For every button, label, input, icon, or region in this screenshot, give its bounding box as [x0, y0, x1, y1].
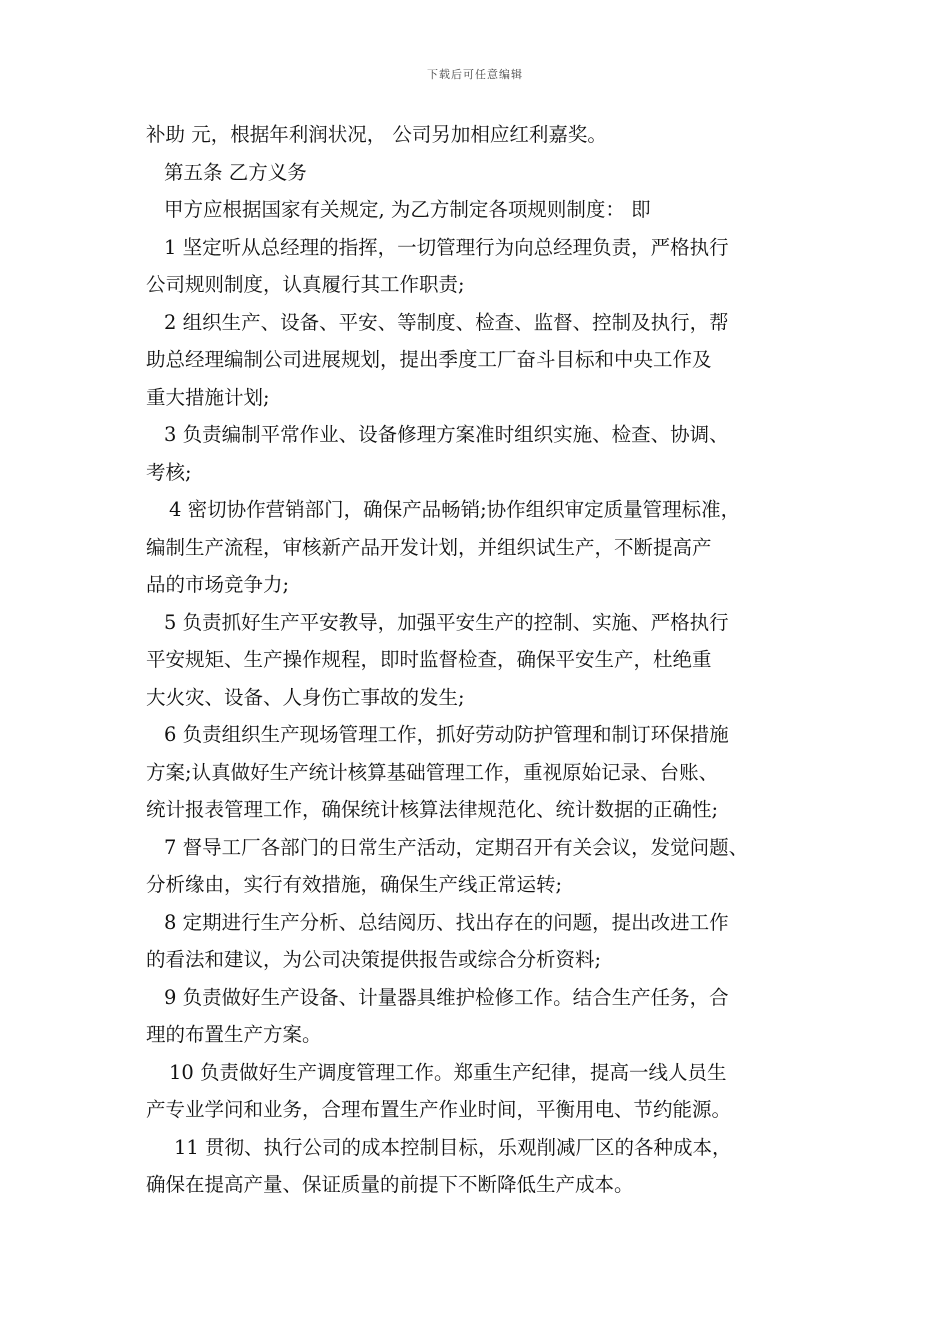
text-line: 统计报表管理工作，确保统计核算法律规范化、统计数据的正确性;: [146, 798, 719, 821]
text-line: 方案;认真做好生产统计核算基础管理工作，重视原始记录、台账、: [146, 760, 719, 784]
text-line: 助总经理编制公司进展规划，提出季度工厂奋斗目标和中央工作及: [146, 348, 712, 371]
list-item-start: 10 负责做好生产调度管理工作。郑重生产纪律，提高一线人员生: [169, 1060, 727, 1084]
text-line: 产专业学问和业务，合理布置生产作业时间，平衡用电、节约能源。: [146, 1098, 732, 1121]
list-item-start: 6 负责组织生产现场管理工作，抓好劳动防护管理和制订环保措施: [164, 723, 729, 746]
text-line: 确保在提高产量、保证质量的前提下不断降低生产成本。: [146, 1173, 634, 1196]
document-body: [146, 116, 836, 1204]
list-item-start: 5 负责抓好生产平安教导，加强平安生产的控制、实施、严格执行: [164, 610, 729, 634]
text-line: 的看法和建议，为公司决策提供报告或综合分析资料;: [146, 948, 602, 971]
text-line: 品的市场竞争力;: [146, 573, 290, 596]
list-item-start: 3 负责编制平常作业、设备修理方案准时组织实施、检查、协调、: [164, 423, 729, 446]
article-heading: 第五条 乙方义务: [164, 160, 307, 184]
text-line: 补助 元，根据年利润状况， 公司另加相应红利嘉奖。: [146, 123, 607, 146]
text-line: 理的布置生产方案。: [146, 1023, 322, 1046]
text-line: 公司规则制度，认真履行其工作职责;: [146, 273, 465, 296]
list-item-start: 4 密切协作营销部门，确保产品畅销;协作组织审定质量管理标准，: [169, 498, 741, 521]
list-item-start: 11 贯彻、执行公司的成本控制目标，乐观削减厂区的各种成本，: [174, 1135, 732, 1159]
text-line: 分析缘由，实行有效措施，确保生产线正常运转;: [146, 873, 563, 896]
text-line: 大火灾、设备、人身伤亡事故的发生;: [146, 685, 465, 709]
text-line: 平安规矩、生产操作规程，即时监督检查，确保平安生产，杜绝重: [146, 648, 712, 671]
list-item-start: 7 督导工厂各部门的日常生产活动，定期召开有关会议，发觉问题、: [164, 835, 749, 859]
list-item-start: 2 组织生产、设备、平安、等制度、检查、监督、控制及执行，帮: [164, 310, 729, 334]
list-item-start: 1 坚定听从总经理的指挥，一切管理行为向总经理负责，严格执行: [164, 235, 729, 259]
text-line: 甲方应根据国家有关规定, 为乙方制定各项规则制度： 即: [164, 198, 651, 221]
text-line: 考核;: [146, 460, 192, 484]
page-header-note: 下载后可任意编辑: [427, 68, 523, 81]
text-line: 编制生产流程，审核新产品开发计划，并组织试生产，不断提高产: [146, 535, 712, 559]
list-item-start: 9 负责做好生产设备、计量器具维护检修工作。结合生产任务，合: [164, 985, 729, 1009]
list-item-start: 8 定期进行生产分析、总结阅历、找出存在的问题，提出改进工作: [164, 910, 729, 934]
text-line: 重大措施计划;: [146, 385, 270, 409]
